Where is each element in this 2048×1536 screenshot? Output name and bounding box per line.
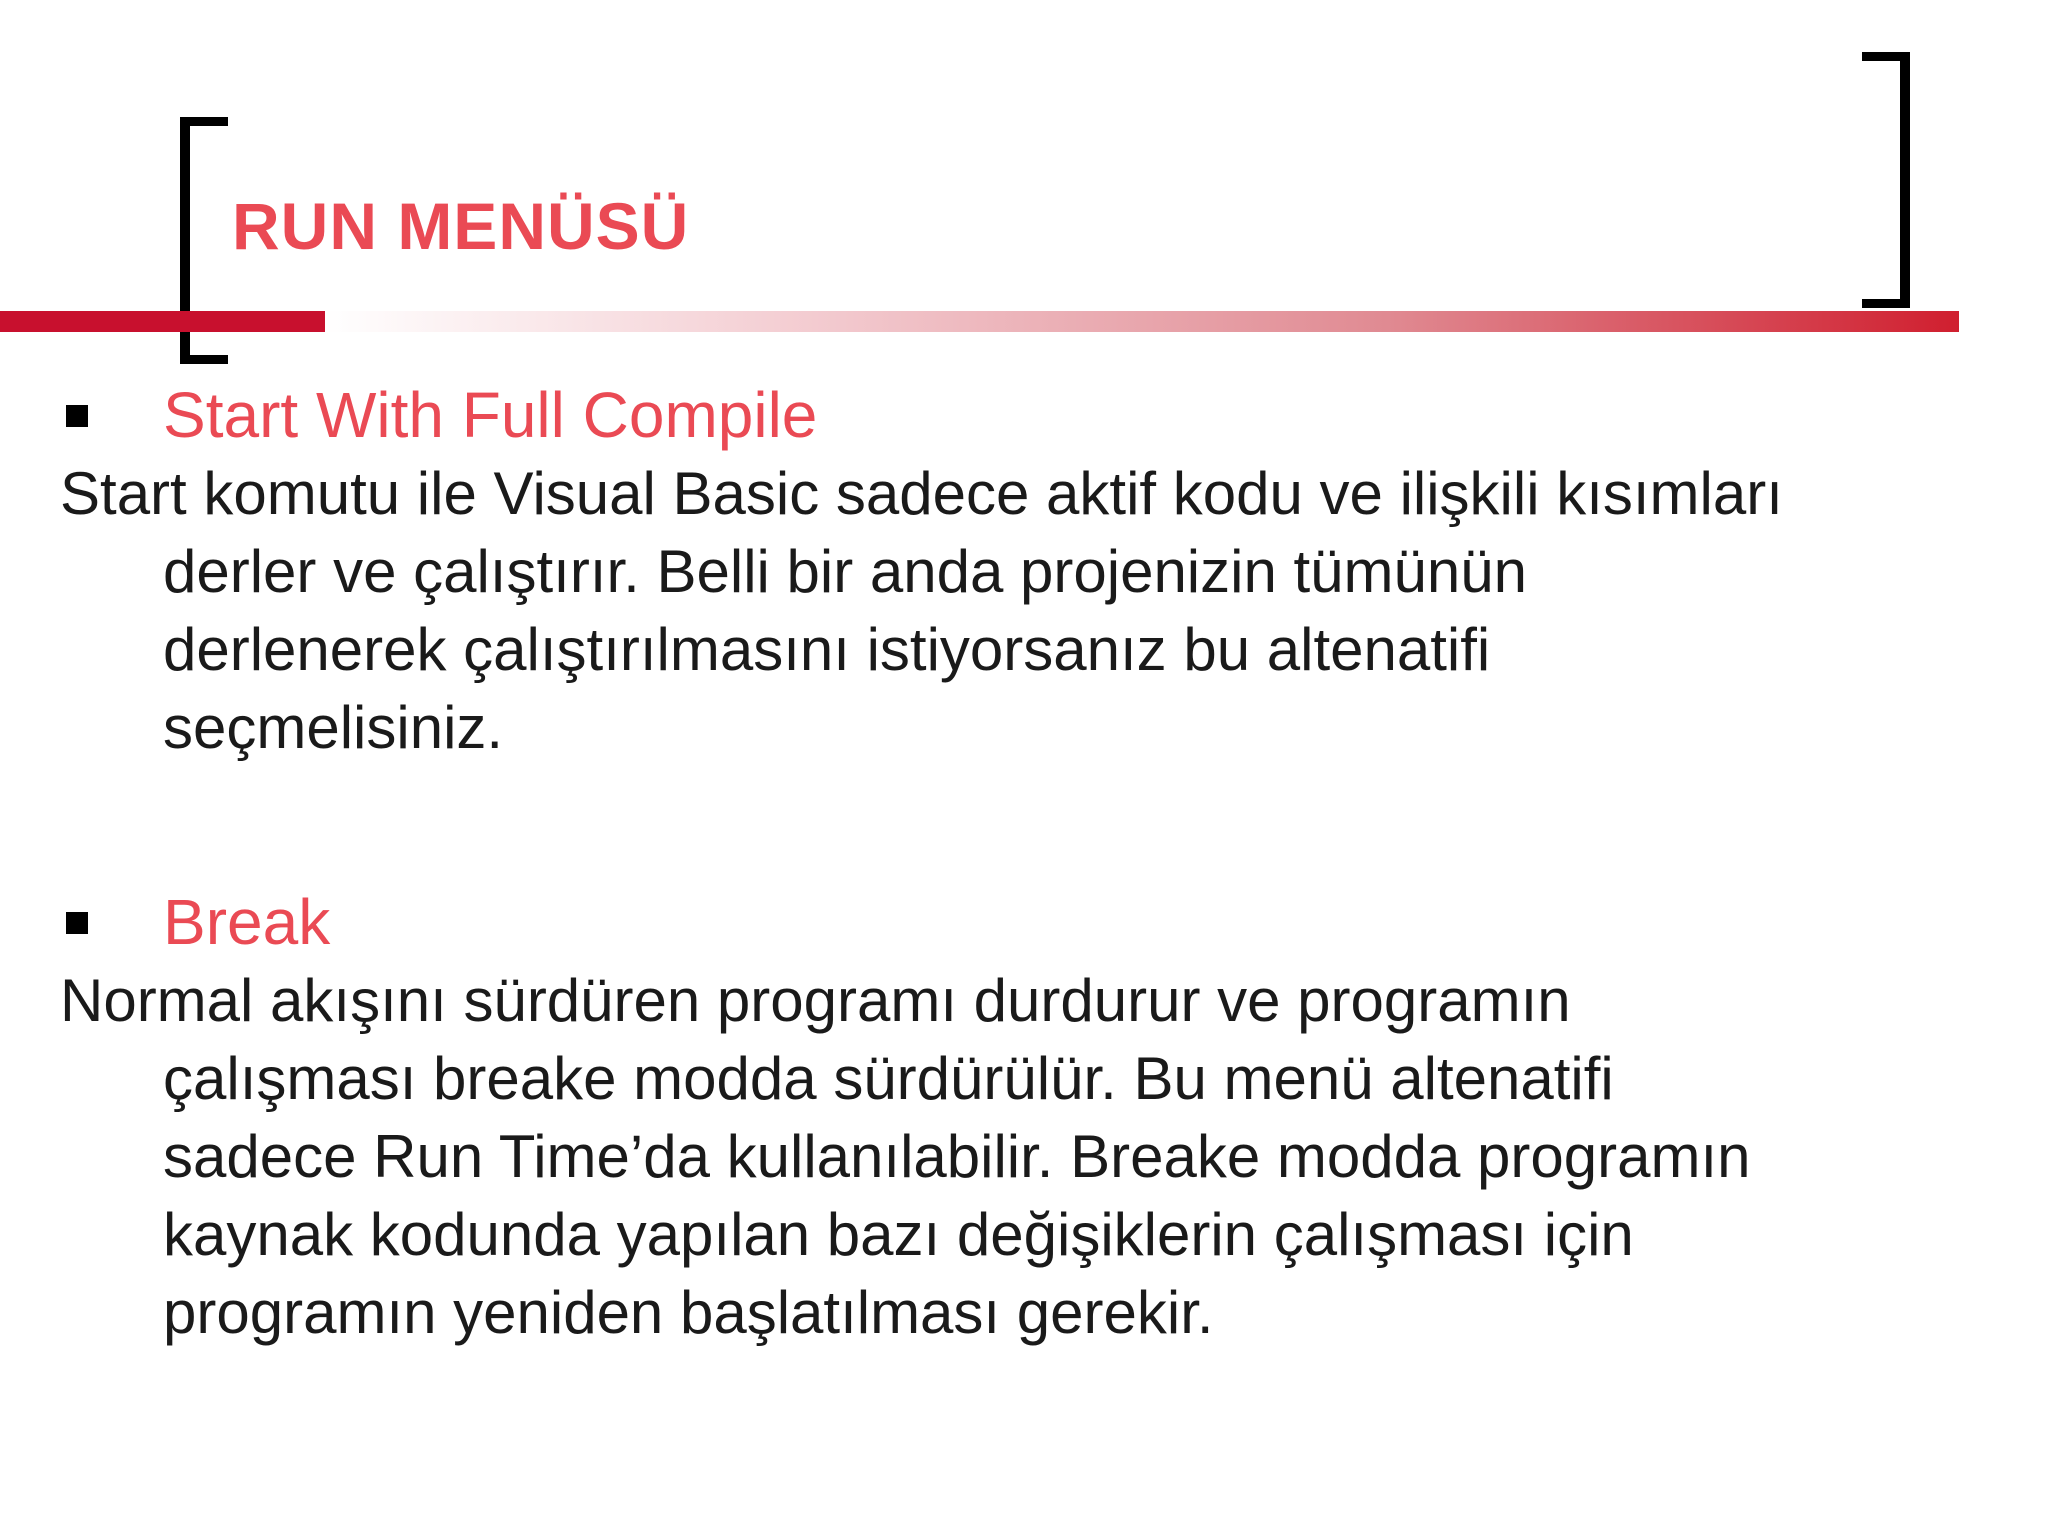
paragraph-line: kaynak kodunda yapılan bazı değişiklerin çalışması için bbox=[163, 1201, 1634, 1268]
bullet-start-with-full-compile bbox=[60, 375, 2040, 455]
paragraph-line: derlenerek çalıştırılmasını istiyorsanız bu altenatifi bbox=[163, 616, 1491, 683]
slide-content bbox=[60, 375, 2040, 1352]
accent-bar-solid bbox=[0, 311, 325, 332]
square-bullet-icon bbox=[66, 912, 88, 934]
accent-bar-gradient bbox=[325, 311, 1959, 332]
paragraph-line: sadece Run Time’da kullanılabilir. Breake modda programın bbox=[163, 1123, 1751, 1190]
paragraph-line: Normal akışını sürdüren programı durdurur ve programın bbox=[60, 967, 1571, 1034]
bullet-heading: Start With Full Compile bbox=[163, 379, 818, 451]
bullet-break bbox=[60, 882, 2040, 962]
right-bracket-decoration bbox=[1862, 52, 1910, 308]
paragraph-line: seçmelisiniz. bbox=[163, 694, 504, 761]
section-paragraph bbox=[60, 962, 2040, 1352]
paragraph-line: çalışması breake modda sürdürülür. Bu menü altenatifi bbox=[163, 1045, 1614, 1112]
slide-title: RUN MENÜSÜ bbox=[232, 189, 690, 263]
paragraph-line: programın yeniden başlatılması gerekir. bbox=[163, 1279, 1214, 1346]
square-bullet-icon bbox=[66, 405, 88, 427]
bullet-heading: Break bbox=[163, 886, 331, 958]
section-paragraph bbox=[60, 455, 2040, 767]
paragraph-line: Start komutu ile Visual Basic sadece aktif kodu ve ilişkili kısımları bbox=[60, 460, 1783, 527]
paragraph-line: derler ve çalıştırır. Belli bir anda projenizin tümünün bbox=[163, 538, 1528, 605]
